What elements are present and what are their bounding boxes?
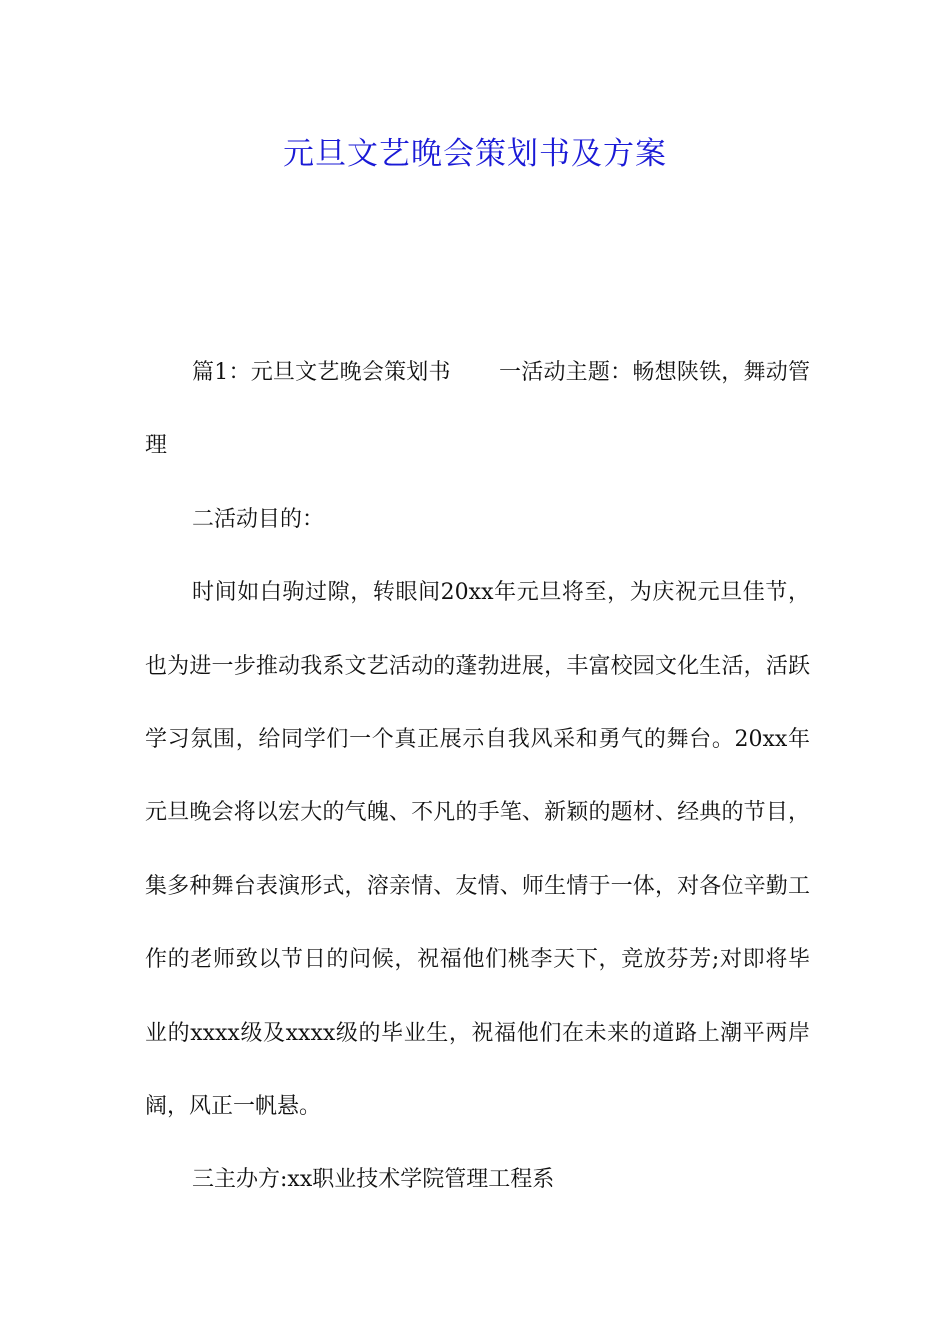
document-title: 元旦文艺晚会策划书及方案 [283,136,667,172]
paragraph-organizer: 三主办方:xx职业技术学院管理工程系 [192,1167,555,1193]
document-body [145,336,810,1217]
paragraph-purpose-body: 时间如白驹过隙，转眼间20xx年元旦将至，为庆祝元旦佳节，也为进一步推动我系文艺活动的蓬勃进展，丰富校园文化生活，活跃学习氛围，给同学们一个真正展示自我风采和勇气的舞台。20xx年元旦晚会将以宏大的气魄、不凡的手笔、新颖的题材、经典的节目，集多种舞台表演形式，溶亲情、友情、师生情于一体，对各位辛勤工作的老师致以节日的问候，祝福他们桃李天下，竞放芬芳;对即将毕业的xxxx级及xxxx级的毕业生，祝福他们在未来的道路上潮平两岸阔，风正一帆悬。 [145,580,810,1120]
paragraph-purpose-heading: 二活动目的： [192,506,325,532]
paragraph-intro [145,336,810,483]
chapter-heading: 篇1：元旦文艺晚会策划书 [192,360,451,385]
activity-theme: 一活动主题：畅想陕铁，舞动管理 [145,360,810,459]
